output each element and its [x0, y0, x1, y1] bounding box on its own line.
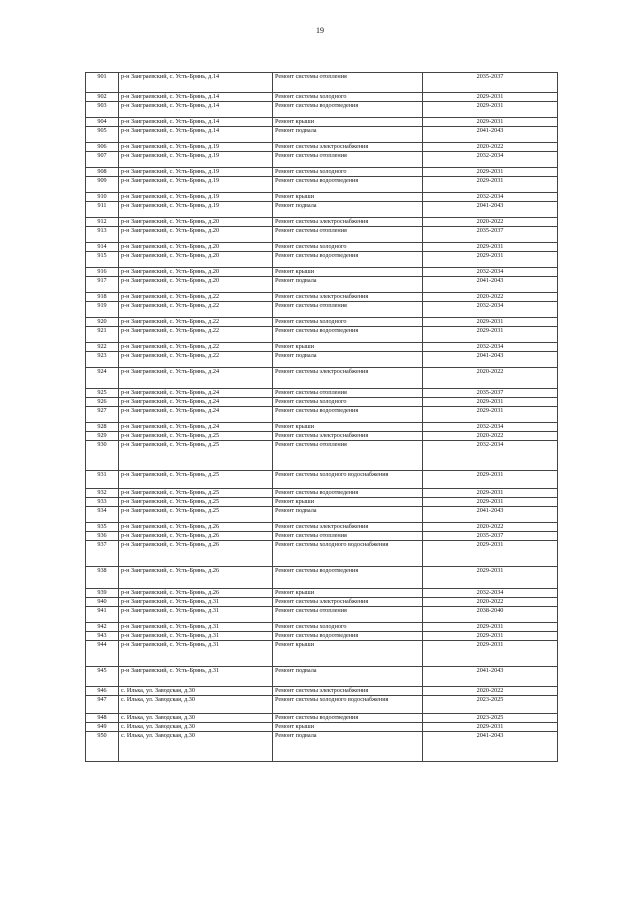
row-address: р-н Заиграевский, с. Усть-Брянь, д.20	[119, 268, 273, 277]
row-address: р-н Заиграевский, с. Усть-Брянь, д.14	[119, 93, 273, 102]
row-work-type: Ремонт системы водоотведения	[273, 632, 423, 641]
table-row	[86, 243, 558, 252]
row-address: р-н Заиграевский, с. Усть-Брянь, д.26	[119, 589, 273, 598]
row-number: 905	[86, 127, 119, 143]
row-work-type: Ремонт системы отопления	[273, 389, 423, 398]
row-number: 930	[86, 441, 119, 471]
row-work-type: Ремонт системы холодного	[273, 243, 423, 252]
row-number: 929	[86, 432, 119, 441]
row-address: р-н Заиграевский, с. Усть-Брянь, д.26	[119, 541, 273, 567]
row-address: р-н Заиграевский, с. Усть-Брянь, д.25	[119, 489, 273, 498]
row-number: 942	[86, 623, 119, 632]
row-address: р-н Заиграевский, с. Усть-Брянь, д.31	[119, 632, 273, 641]
row-address: р-н Заиграевский, с. Усть-Брянь, д.25	[119, 498, 273, 507]
row-address: р-н Заиграевский, с. Усть-Брянь, д.22	[119, 352, 273, 368]
row-work-type: Ремонт крыши	[273, 118, 423, 127]
row-number: 912	[86, 218, 119, 227]
row-period: 2032-2034	[423, 152, 558, 168]
table-row	[86, 714, 558, 723]
row-address: р-н Заиграевский, с. Усть-Брянь, д.19	[119, 143, 273, 152]
row-period: 2029-2031	[423, 398, 558, 407]
row-work-type: Ремонт системы холодного	[273, 93, 423, 102]
row-period: 2029-2031	[423, 318, 558, 327]
row-work-type: Ремонт системы отопления	[273, 441, 423, 471]
table-row	[86, 152, 558, 168]
row-number: 910	[86, 193, 119, 202]
row-period: 2029-2031	[423, 623, 558, 632]
row-address: р-н Заиграевский, с. Усть-Брянь, д.20	[119, 243, 273, 252]
row-number: 946	[86, 687, 119, 696]
row-period: 2029-2031	[423, 243, 558, 252]
row-work-type: Ремонт крыши	[273, 723, 423, 732]
row-work-type: Ремонт системы водоотведения	[273, 714, 423, 723]
row-number: 921	[86, 327, 119, 343]
row-address: р-н Заиграевский, с. Усть-Брянь, д.24	[119, 423, 273, 432]
row-number: 940	[86, 598, 119, 607]
table-row	[86, 567, 558, 589]
row-work-type: Ремонт подвала	[273, 202, 423, 218]
row-address: р-н Заиграевский, с. Усть-Брянь, д.25	[119, 432, 273, 441]
row-address: р-н Заиграевский, с. Усть-Брянь, д.14	[119, 102, 273, 118]
table-row	[86, 641, 558, 667]
row-period: 2029-2031	[423, 177, 558, 193]
row-number: 927	[86, 407, 119, 423]
row-number: 925	[86, 389, 119, 398]
row-work-type: Ремонт системы холодного	[273, 168, 423, 177]
row-address: р-н Заиграевский, с. Усть-Брянь, д.22	[119, 293, 273, 302]
row-number: 938	[86, 567, 119, 589]
row-period: 2029-2031	[423, 567, 558, 589]
row-period: 2041-2043	[423, 277, 558, 293]
table-row	[86, 368, 558, 389]
table-row	[86, 168, 558, 177]
row-period: 2029-2031	[423, 489, 558, 498]
table-row	[86, 118, 558, 127]
row-period: 2029-2031	[423, 327, 558, 343]
row-period: 2020-2022	[423, 687, 558, 696]
row-period: 2032-2034	[423, 441, 558, 471]
table-row	[86, 389, 558, 398]
row-work-type: Ремонт подвала	[273, 277, 423, 293]
row-number: 916	[86, 268, 119, 277]
table-row	[86, 202, 558, 218]
row-number: 909	[86, 177, 119, 193]
row-number: 949	[86, 723, 119, 732]
row-period: 2020-2022	[423, 293, 558, 302]
table-row	[86, 318, 558, 327]
row-period: 2035-2037	[423, 227, 558, 243]
row-work-type: Ремонт подвала	[273, 127, 423, 143]
row-number: 936	[86, 532, 119, 541]
row-period: 2035-2037	[423, 532, 558, 541]
row-work-type: Ремонт системы водоотведения	[273, 407, 423, 423]
row-address: р-н Заиграевский, с. Усть-Брянь, д.19	[119, 177, 273, 193]
row-period: 2029-2031	[423, 407, 558, 423]
row-address: р-н Заиграевский, с. Усть-Брянь, д.31	[119, 667, 273, 687]
table-row	[86, 423, 558, 432]
row-period: 2029-2031	[423, 471, 558, 489]
row-period: 2023-2025	[423, 696, 558, 714]
row-period: 2041-2043	[423, 667, 558, 687]
row-address: р-н Заиграевский, с. Усть-Брянь, д.19	[119, 152, 273, 168]
row-work-type: Ремонт крыши	[273, 641, 423, 667]
page-number: 19	[316, 26, 324, 35]
row-number: 947	[86, 696, 119, 714]
row-number: 906	[86, 143, 119, 152]
table-row	[86, 143, 558, 152]
row-work-type: Ремонт системы электроснабжения	[273, 368, 423, 389]
row-period: 2032-2034	[423, 589, 558, 598]
row-number: 945	[86, 667, 119, 687]
row-number: 919	[86, 302, 119, 318]
row-work-type: Ремонт крыши	[273, 498, 423, 507]
row-address: р-н Заиграевский, с. Усть-Брянь, д.24	[119, 368, 273, 389]
table-row	[86, 441, 558, 471]
table-row	[86, 252, 558, 268]
table-row	[86, 293, 558, 302]
row-number: 944	[86, 641, 119, 667]
row-period: 2020-2022	[423, 368, 558, 389]
row-number: 926	[86, 398, 119, 407]
table-row	[86, 177, 558, 193]
row-work-type: Ремонт системы отопления	[273, 607, 423, 623]
table-row	[86, 623, 558, 632]
row-work-type: Ремонт крыши	[273, 343, 423, 352]
row-work-type: Ремонт системы водоотведения	[273, 489, 423, 498]
table-row	[86, 407, 558, 423]
row-work-type: Ремонт системы холодного водоснабжения	[273, 696, 423, 714]
row-work-type: Ремонт системы водоотведения	[273, 567, 423, 589]
row-period: 2032-2034	[423, 302, 558, 318]
row-work-type: Ремонт системы холодного	[273, 318, 423, 327]
table-row	[86, 589, 558, 598]
row-work-type: Ремонт подвала	[273, 352, 423, 368]
row-period: 2029-2031	[423, 168, 558, 177]
row-work-type: Ремонт системы отопления	[273, 532, 423, 541]
row-address: с. Илька, ул. Заводская, д.30	[119, 732, 273, 762]
row-number: 901	[86, 73, 119, 93]
row-work-type: Ремонт подвала	[273, 732, 423, 762]
row-address: р-н Заиграевский, с. Усть-Брянь, д.22	[119, 327, 273, 343]
row-period: 2032-2034	[423, 193, 558, 202]
row-work-type: Ремонт подвала	[273, 507, 423, 523]
table-row	[86, 498, 558, 507]
table-row	[86, 193, 558, 202]
row-period: 2032-2034	[423, 268, 558, 277]
row-period: 2041-2043	[423, 352, 558, 368]
row-period: 2041-2043	[423, 127, 558, 143]
row-number: 917	[86, 277, 119, 293]
table-row	[86, 73, 558, 93]
row-period: 2035-2037	[423, 73, 558, 93]
row-number: 903	[86, 102, 119, 118]
row-work-type: Ремонт системы отопления	[273, 152, 423, 168]
row-work-type: Ремонт системы холодного	[273, 623, 423, 632]
row-period: 2020-2022	[423, 523, 558, 532]
table-row	[86, 523, 558, 532]
row-work-type: Ремонт системы водоотведения	[273, 252, 423, 268]
row-address: с. Илька, ул. Заводская, д.30	[119, 723, 273, 732]
row-address: р-н Заиграевский, с. Усть-Брянь, д.19	[119, 202, 273, 218]
row-period: 2041-2043	[423, 202, 558, 218]
row-period: 2029-2031	[423, 723, 558, 732]
table-row	[86, 696, 558, 714]
row-work-type: Ремонт крыши	[273, 193, 423, 202]
row-number: 928	[86, 423, 119, 432]
row-number: 913	[86, 227, 119, 243]
row-work-type: Ремонт системы электроснабжения	[273, 432, 423, 441]
row-work-type: Ремонт системы электроснабжения	[273, 293, 423, 302]
repair-schedule-table	[85, 72, 558, 762]
row-address: р-н Заиграевский, с. Усть-Брянь, д.25	[119, 507, 273, 523]
row-address: р-н Заиграевский, с. Усть-Брянь, д.14	[119, 127, 273, 143]
row-work-type: Ремонт системы отопления	[273, 227, 423, 243]
row-address: р-н Заиграевский, с. Усть-Брянь, д.19	[119, 193, 273, 202]
row-address: р-н Заиграевский, с. Усть-Брянь, д.14	[119, 118, 273, 127]
row-address: р-н Заиграевский, с. Усть-Брянь, д.31	[119, 641, 273, 667]
row-address: р-н Заиграевский, с. Усть-Брянь, д.24	[119, 407, 273, 423]
row-number: 933	[86, 498, 119, 507]
row-address: р-н Заиграевский, с. Усть-Брянь, д.14	[119, 73, 273, 93]
row-number: 935	[86, 523, 119, 532]
row-period: 2041-2043	[423, 732, 558, 762]
row-number: 902	[86, 93, 119, 102]
row-number: 914	[86, 243, 119, 252]
row-period: 2029-2031	[423, 541, 558, 567]
table-row	[86, 541, 558, 567]
row-period: 2041-2043	[423, 507, 558, 523]
row-number: 922	[86, 343, 119, 352]
table-row	[86, 507, 558, 523]
table-row	[86, 277, 558, 293]
row-work-type: Ремонт системы электроснабжения	[273, 687, 423, 696]
row-number: 908	[86, 168, 119, 177]
row-work-type: Ремонт системы водоотведения	[273, 102, 423, 118]
row-number: 941	[86, 607, 119, 623]
row-period: 2029-2031	[423, 641, 558, 667]
table-row	[86, 532, 558, 541]
row-period: 2020-2022	[423, 218, 558, 227]
table-row	[86, 432, 558, 441]
row-number: 932	[86, 489, 119, 498]
table-row	[86, 398, 558, 407]
row-period: 2029-2031	[423, 93, 558, 102]
table-row	[86, 598, 558, 607]
row-address: р-н Заиграевский, с. Усть-Брянь, д.31	[119, 598, 273, 607]
row-number: 911	[86, 202, 119, 218]
row-number: 950	[86, 732, 119, 762]
row-number: 924	[86, 368, 119, 389]
row-number: 918	[86, 293, 119, 302]
row-work-type: Ремонт системы холодного водоснабжения	[273, 541, 423, 567]
row-work-type: Ремонт подвала	[273, 667, 423, 687]
row-work-type: Ремонт системы электроснабжения	[273, 143, 423, 152]
row-address: с. Илька, ул. Заводская, д.30	[119, 687, 273, 696]
row-address: р-н Заиграевский, с. Усть-Брянь, д.22	[119, 343, 273, 352]
row-number: 920	[86, 318, 119, 327]
row-period: 2020-2022	[423, 432, 558, 441]
row-work-type: Ремонт системы водоотведения	[273, 177, 423, 193]
row-number: 931	[86, 471, 119, 489]
row-period: 2038-2040	[423, 607, 558, 623]
row-address: р-н Заиграевский, с. Усть-Брянь, д.20	[119, 277, 273, 293]
table-row	[86, 723, 558, 732]
row-address: р-н Заиграевский, с. Усть-Брянь, д.31	[119, 607, 273, 623]
row-work-type: Ремонт крыши	[273, 268, 423, 277]
row-work-type: Ремонт системы отопления	[273, 73, 423, 93]
row-number: 915	[86, 252, 119, 268]
row-period: 2029-2031	[423, 498, 558, 507]
row-period: 2023-2025	[423, 714, 558, 723]
table-row	[86, 471, 558, 489]
row-number: 939	[86, 589, 119, 598]
row-address: р-н Заиграевский, с. Усть-Брянь, д.25	[119, 471, 273, 489]
row-work-type: Ремонт системы электроснабжения	[273, 598, 423, 607]
row-period: 2029-2031	[423, 252, 558, 268]
row-period: 2032-2034	[423, 423, 558, 432]
row-work-type: Ремонт крыши	[273, 589, 423, 598]
row-address: р-н Заиграевский, с. Усть-Брянь, д.25	[119, 441, 273, 471]
table-row	[86, 489, 558, 498]
row-address: р-н Заиграевский, с. Усть-Брянь, д.26	[119, 567, 273, 589]
table-row	[86, 687, 558, 696]
row-number: 937	[86, 541, 119, 567]
table-row	[86, 343, 558, 352]
row-address: р-н Заиграевский, с. Усть-Брянь, д.20	[119, 227, 273, 243]
table-row	[86, 93, 558, 102]
row-period: 2032-2034	[423, 343, 558, 352]
row-address: р-н Заиграевский, с. Усть-Брянь, д.19	[119, 168, 273, 177]
row-number: 943	[86, 632, 119, 641]
row-number: 907	[86, 152, 119, 168]
row-address: с. Илька, ул. Заводская, д.30	[119, 696, 273, 714]
row-address: р-н Заиграевский, с. Усть-Брянь, д.24	[119, 389, 273, 398]
row-work-type: Ремонт системы водоотведения	[273, 327, 423, 343]
row-work-type: Ремонт системы отопления	[273, 302, 423, 318]
table-row	[86, 268, 558, 277]
table-row	[86, 352, 558, 368]
repair-schedule-rows	[86, 73, 558, 762]
row-work-type: Ремонт системы холодного водоснабжения	[273, 471, 423, 489]
row-period: 2020-2022	[423, 598, 558, 607]
row-number: 923	[86, 352, 119, 368]
table-row	[86, 327, 558, 343]
row-address: р-н Заиграевский, с. Усть-Брянь, д.24	[119, 398, 273, 407]
row-work-type: Ремонт системы электроснабжения	[273, 523, 423, 532]
table-row	[86, 667, 558, 687]
table-row	[86, 302, 558, 318]
row-work-type: Ремонт крыши	[273, 423, 423, 432]
row-period: 2029-2031	[423, 632, 558, 641]
row-address: с. Илька, ул. Заводская, д.30	[119, 714, 273, 723]
row-period: 2029-2031	[423, 118, 558, 127]
row-address: р-н Заиграевский, с. Усть-Брянь, д.22	[119, 302, 273, 318]
table-row	[86, 607, 558, 623]
row-address: р-н Заиграевский, с. Усть-Брянь, д.31	[119, 623, 273, 632]
row-address: р-н Заиграевский, с. Усть-Брянь, д.26	[119, 523, 273, 532]
table-row	[86, 218, 558, 227]
row-address: р-н Заиграевский, с. Усть-Брянь, д.20	[119, 218, 273, 227]
row-period: 2020-2022	[423, 143, 558, 152]
table-row	[86, 102, 558, 118]
row-number: 904	[86, 118, 119, 127]
table-row	[86, 732, 558, 762]
row-address: р-н Заиграевский, с. Усть-Брянь, д.22	[119, 318, 273, 327]
row-period: 2029-2031	[423, 102, 558, 118]
row-number: 948	[86, 714, 119, 723]
row-work-type: Ремонт системы холодного	[273, 398, 423, 407]
row-address: р-н Заиграевский, с. Усть-Брянь, д.20	[119, 252, 273, 268]
table-row	[86, 632, 558, 641]
row-period: 2035-2037	[423, 389, 558, 398]
table-row	[86, 227, 558, 243]
table-row	[86, 127, 558, 143]
row-address: р-н Заиграевский, с. Усть-Брянь, д.26	[119, 532, 273, 541]
row-number: 934	[86, 507, 119, 523]
row-work-type: Ремонт системы электроснабжения	[273, 218, 423, 227]
